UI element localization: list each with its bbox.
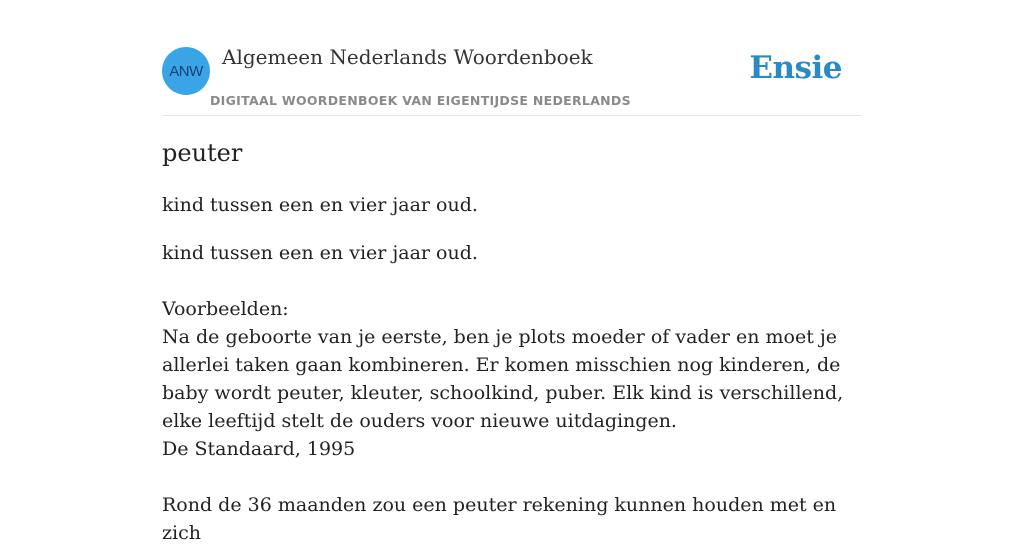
example-text: Na de geboorte van je eerste, ben je plots moeder of vader en moet je allerlei taken gaan kombineren. Er komen misschien nog kinderen, de baby wordt peuter, kleuter, schoolkind, puber. Elk kind is verschillend, elke leeftijd stelt de ouders voor nieuwe uitdagingen. (162, 326, 844, 432)
content-container (162, 0, 862, 544)
anw-logo[interactable] (162, 47, 210, 95)
logo-text: ANW (169, 62, 203, 80)
site-subtitle: DIGITAAL WOORDENBOEK VAN EIGENTIJDSE NEDERLANDS (210, 93, 631, 108)
ensie-brand-logo[interactable]: Ensie (749, 50, 842, 86)
example-text: Rond de 36 maanden zou een peuter rekening kunnen houden met en zich (162, 494, 837, 544)
definition-text: kind tussen een en vier jaar oud. (162, 242, 478, 264)
examples-heading: Voorbeelden: (162, 298, 289, 320)
full-definition (162, 239, 862, 547)
site-title[interactable]: Algemeen Nederlands Woordenboek (222, 45, 593, 69)
site-header (162, 0, 862, 116)
example-source: De Standaard, 1995 (162, 438, 356, 460)
short-definition: kind tussen een en vier jaar oud. (162, 194, 478, 216)
entry-word: peuter (162, 139, 243, 167)
